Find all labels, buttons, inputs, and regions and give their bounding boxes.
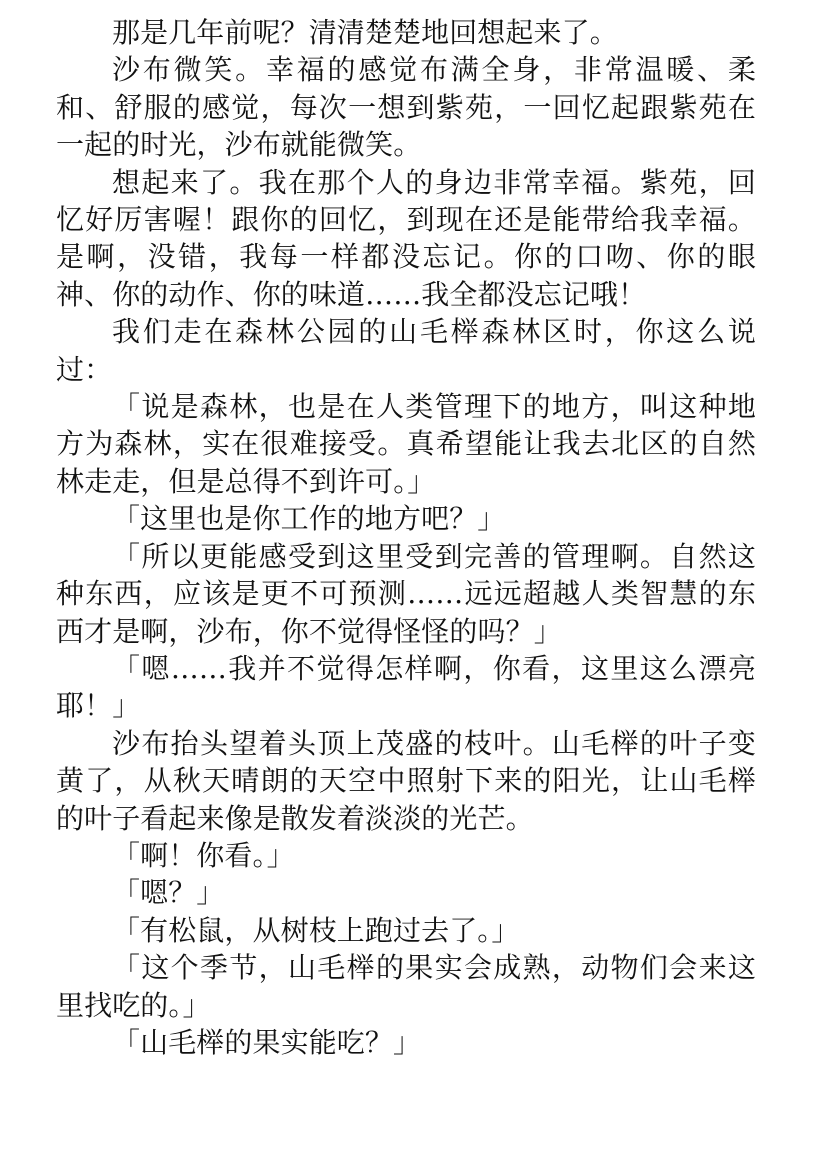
- paragraph: 「山毛榉的果实能吃？」: [112, 1025, 422, 1059]
- paragraph: 「啊！你看。」: [112, 838, 295, 872]
- paragraph: 「这里也是你工作的地方吧？」: [112, 502, 506, 536]
- paragraph: 「说是森林，也是在人类管理下的地方，叫这种地方为森林，实在很难接受。真希望能让我去北区的自然林走走，但是总得不到许可。」: [56, 390, 756, 498]
- paragraph: 「所以更能感受到这里受到完善的管理啊。自然这种东西，应该是更不可预测……远远超越人类智慧的东西才是啊，沙布，你不觉得怪怪的吗？」: [56, 539, 756, 648]
- paragraph: 「嗯……我并不觉得怎样啊，你看，这里这么漂亮耶！」: [56, 651, 756, 723]
- paragraph: 「有松鼠，从树枝上跑过去了。」: [112, 913, 520, 947]
- paragraph: 我们走在森林公园的山毛榉森林区时，你这么说过：: [56, 315, 756, 386]
- paragraph: 「这个季节，山毛榉的果实会成熟，动物们会来这里找吃的。」: [56, 951, 756, 1022]
- paragraph: 「嗯？」: [112, 876, 225, 910]
- paragraph: 沙布微笑。幸福的感觉布满全身，非常温暖、柔和、舒服的感觉，每次一想到紫苑，一回忆起跟紫苑在一起的时光，沙布就能微笑。: [56, 53, 756, 162]
- paragraph: 那是几年前呢？清清楚楚地回想起来了。: [112, 16, 618, 49]
- document-page: [56, 14, 756, 1061]
- paragraph: 沙布抬头望着头顶上茂盛的枝叶。山毛榉的叶子变黄了，从秋天晴朗的天空中照射下来的阳光，让山毛榉的叶子看起来像是散发着淡淡的光芒。: [56, 726, 756, 835]
- paragraph: 想起来了。我在那个人的身边非常幸福。紫苑，回忆好厉害喔！跟你的回忆，到现在还是能带给我幸福。是啊，没错，我每一样都没忘记。你的口吻、你的眼神、你的动作、你的味道……我全都没忘记哦！: [56, 165, 756, 311]
